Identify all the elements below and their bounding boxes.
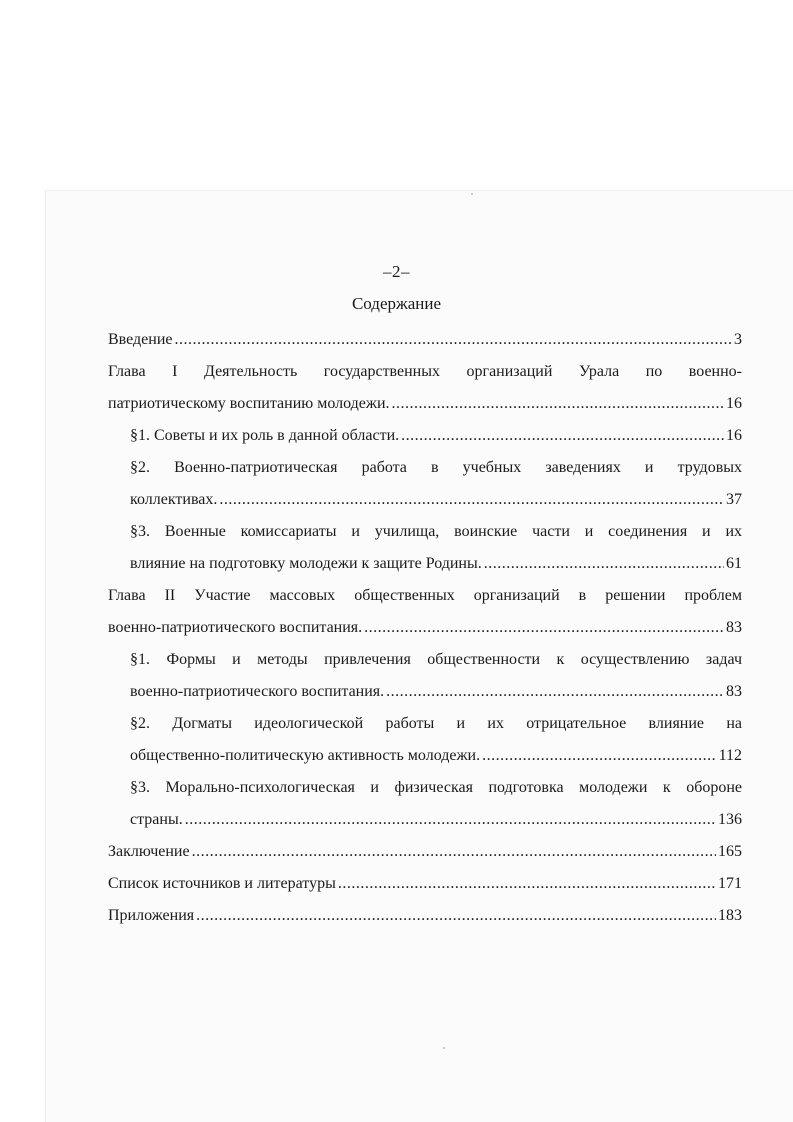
toc-page-number: 165 (718, 843, 742, 860)
toc-chapter-2-section-1-line-1: §1. Формы и методы привлечения общественности к осуществлению задач (130, 651, 742, 668)
toc-entry-text: Список источников и литературы (108, 875, 336, 892)
toc-leader-dots (192, 836, 716, 868)
toc-leader-dots (482, 740, 717, 772)
scan-speck (471, 193, 473, 195)
toc-chapter-1-section-2-line-2 (108, 484, 742, 516)
toc-chapter-2-section-3-line-2 (108, 804, 742, 836)
toc-entry-text: коллективах. (130, 491, 218, 508)
toc-entry-intro (108, 324, 742, 356)
toc-page-number: 3 (734, 331, 742, 348)
toc-entry-appendix (108, 900, 742, 932)
toc-entry-text: патриотическому воспитанию молодежи. (108, 395, 390, 412)
toc-entry-text: Введение (108, 331, 173, 348)
toc-leader-dots (338, 868, 716, 900)
toc-page-number: 37 (726, 491, 742, 508)
toc-page-number: 171 (718, 875, 742, 892)
page-number: –2– (383, 262, 410, 281)
toc-page-number: 16 (726, 427, 742, 444)
toc-page-number: 112 (718, 747, 742, 764)
toc-entry-text: влияние на подготовку молодежи к защите Родины. (130, 555, 482, 572)
toc-leader-dots (219, 484, 724, 516)
toc-chapter-1-section-3-line-1: §3. Военные комиссариаты и училища, воинские части и соединения и их (130, 523, 742, 540)
toc-chapter-1-line-2 (108, 388, 742, 420)
toc-leader-dots (196, 900, 716, 932)
toc-chapter-2-section-1-line-2 (108, 676, 742, 708)
toc-chapter-2-section-2-line-1: §2. Догматы идеологической работы и их отрицательное влияние на (130, 715, 742, 732)
toc-chapter-1-section-3-line-2 (108, 548, 742, 580)
toc-chapter-1-section-1 (108, 420, 742, 452)
page-title: Содержание (351, 294, 442, 313)
scan-speck (443, 1047, 445, 1049)
toc-page-number: 136 (718, 811, 742, 828)
toc-chapter-2-section-3-line-1: §3. Морально-психологическая и физическая подготовка молодежи к обороне (130, 779, 742, 796)
table-of-contents (108, 324, 742, 932)
toc-entry-text: военно-патриотического воспитания. (108, 619, 363, 636)
toc-chapter-1-section-2-line-1: §2. Военно-патриотическая работа в учебных заведениях и трудовых (130, 459, 742, 476)
toc-page-number: 61 (726, 555, 742, 572)
toc-entry-text: §1. Советы и их роль в данной области. (130, 427, 400, 444)
toc-leader-dots (392, 388, 724, 420)
toc-chapter-1-line-1: Глава I Деятельность государственных организаций Урала по военно- (108, 363, 742, 380)
toc-entry-text: общественно-политическую активность молодежи. (130, 747, 481, 764)
toc-chapter-2-section-2-line-2 (108, 740, 742, 772)
toc-leader-dots (401, 420, 724, 452)
toc-page-number: 83 (726, 683, 742, 700)
toc-page-number: 83 (726, 619, 742, 636)
toc-leader-dots (364, 612, 724, 644)
toc-entry-text: Заключение (108, 843, 190, 860)
toc-page-number: 16 (726, 395, 742, 412)
toc-entry-sources (108, 868, 742, 900)
toc-chapter-2-line-2 (108, 612, 742, 644)
toc-page-number: 183 (718, 907, 742, 924)
toc-leader-dots (175, 324, 733, 356)
toc-leader-dots (386, 676, 724, 708)
toc-chapter-2-line-1: Глава II Участие массовых общественных организаций в решении проблем (108, 587, 742, 604)
toc-entry-text: военно-патриотического воспитания. (130, 683, 385, 700)
toc-entry-conclusion (108, 836, 742, 868)
toc-leader-dots (484, 548, 724, 580)
toc-leader-dots (185, 804, 716, 836)
toc-entry-text: Приложения (108, 907, 195, 924)
toc-entry-text: страны. (130, 811, 183, 828)
